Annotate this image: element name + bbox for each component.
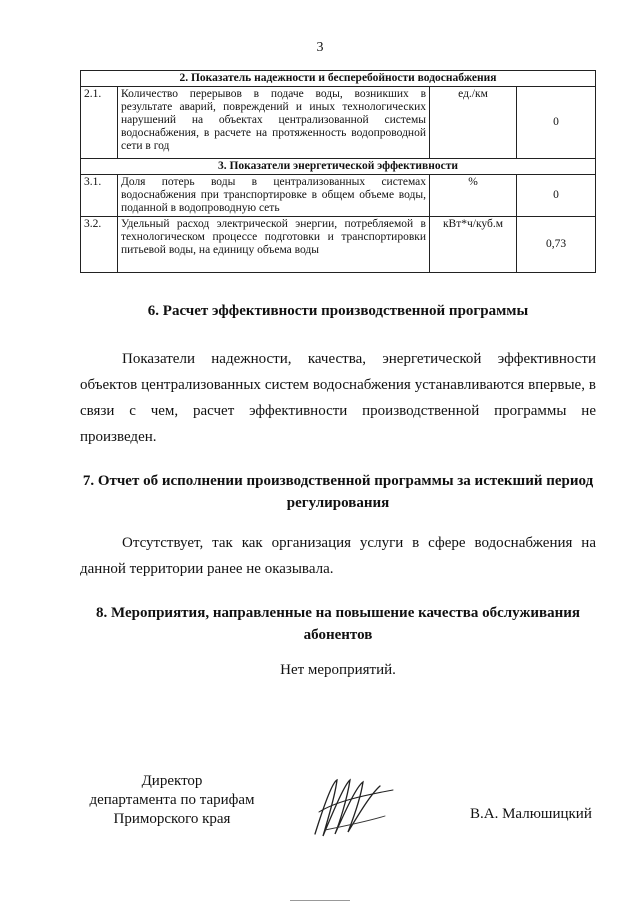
section-8-heading: 8. Мероприятия, направленные на повышение качества обслуживания абонентов: [95, 605, 580, 643]
section-2-title: 2. Показатель надежности и бесперебойности водоснабжения: [81, 71, 596, 87]
row-description: Количество перерывов в подаче воды, возникших в результате аварий, повреждений и иных технологических нарушений на объектах централизованной системы водоснабжения, в расчете на протяженность водопроводной сети в год: [118, 87, 430, 159]
row-value: 0,73: [517, 217, 596, 273]
row-unit: кВт*ч/куб.м: [430, 217, 517, 273]
section-7-heading: 7. Отчет об исполнении производственной программы за истекший период регулирования: [82, 473, 594, 511]
table-row: [81, 87, 596, 159]
table-row: [81, 217, 596, 273]
section-7-text: Отсутствует, так как организация услуги в сфере водоснабжения на данной территории ранее не оказывала.: [80, 535, 596, 577]
table-row: [81, 175, 596, 217]
handwritten-signature: [305, 772, 400, 842]
signatory-title: [72, 772, 272, 829]
section-header-row: [81, 159, 596, 175]
row-unit: ед./км: [430, 87, 517, 159]
signatory-title-line: Приморского края: [113, 811, 231, 827]
row-number: 2.1.: [81, 87, 118, 159]
signatory-name: В.А. Малюшицкий: [470, 806, 592, 822]
row-description: Удельный расход электрической энергии, потребляемой в технологическом процессе подготовки и транспортировки питьевой воды, на единицу объема воды: [118, 217, 430, 273]
row-description: Доля потерь воды в централизованных системах водоснабжения при транспортировке в общем объеме воды, поданной в водопроводную сеть: [118, 175, 430, 217]
section-6-text: Показатели надежности, качества, энергетической эффективности объектов централизованных систем водоснабжения устанавливаются впервые, в связи с чем, расчет эффективности производственной программы не произведен.: [80, 351, 596, 445]
row-value: 0: [517, 87, 596, 159]
section-header-row: [81, 71, 596, 87]
indicators-table: [80, 70, 596, 273]
signatory-title-line: департамента по тарифам: [89, 792, 255, 808]
section-6-heading: 6. Расчет эффективности производственной программы: [147, 303, 529, 319]
row-unit: %: [430, 175, 517, 217]
row-value: 0: [517, 175, 596, 217]
section-8-text: Нет мероприятий.: [280, 662, 396, 678]
page-number: 3: [316, 40, 324, 55]
signatory-title-line: Директор: [141, 773, 203, 789]
row-number: 3.1.: [81, 175, 118, 217]
row-number: 3.2.: [81, 217, 118, 273]
section-3-title: 3. Показатели энергетической эффективности: [81, 159, 596, 175]
page-edge-mark: [290, 900, 350, 901]
